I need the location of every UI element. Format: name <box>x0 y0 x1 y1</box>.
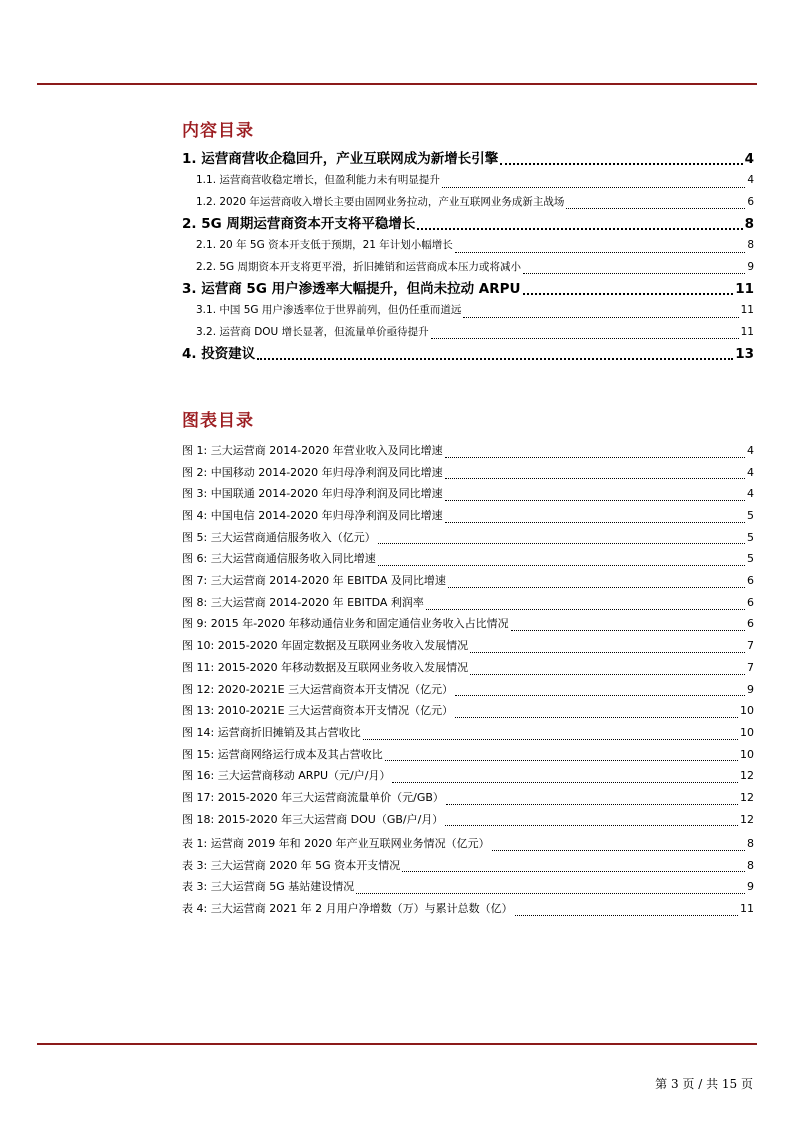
figure-entry-page: 7 <box>747 639 754 653</box>
figure-entry-label: 图 10: 2015-2020 年固定数据及互联网业务收入发展情况 <box>182 639 469 653</box>
figure-entry[interactable] <box>182 744 754 766</box>
figure-entry-label: 图 7: 三大运营商 2014-2020 年 EBITDA 及同比增速 <box>182 574 446 588</box>
figure-entry-page: 4 <box>747 487 754 501</box>
figure-entry[interactable] <box>182 527 754 549</box>
dot-leader <box>385 760 738 761</box>
figure-entry-label: 图 17: 2015-2020 年三大运营商流量单价（元/GB） <box>182 790 444 804</box>
figure-entry[interactable] <box>182 440 754 462</box>
figure-entry-page: 10 <box>740 747 754 761</box>
dot-leader <box>470 674 745 675</box>
toc-entry-label: 1.1. 运营商营收稳定增长，但盈利能力未有明显提升 <box>196 174 440 186</box>
figure-entry[interactable] <box>182 787 754 809</box>
figures-title: 图表目录 <box>182 411 254 431</box>
figure-entry-page: 5 <box>747 552 754 566</box>
toc-entry-page: 11 <box>740 325 754 338</box>
dot-leader <box>445 522 745 523</box>
table-entry-page: 9 <box>747 880 754 894</box>
dot-leader <box>463 317 738 318</box>
dot-leader <box>356 893 745 894</box>
figure-entry-label: 图 9: 2015 年-2020 年移动通信业务和固定通信业务收入占比情况 <box>182 617 509 631</box>
toc-entry[interactable] <box>182 322 754 344</box>
toc-entry[interactable] <box>182 278 754 300</box>
figure-entry-label: 图 6: 三大运营商通信服务收入同比增速 <box>182 552 376 566</box>
toc-entry-label: 1.2. 2020 年运营商收入增长主要由固网业务拉动，产业互联网业务成新主战场 <box>196 195 565 208</box>
dot-leader <box>431 338 739 339</box>
dot-leader <box>442 187 745 188</box>
toc-entry[interactable] <box>182 300 754 322</box>
toc-entry-page: 4 <box>747 174 754 186</box>
figure-entry-page: 4 <box>747 465 754 479</box>
dot-leader <box>402 871 745 872</box>
footer-rule <box>37 1043 757 1045</box>
toc-list <box>182 148 754 365</box>
figure-entry-label: 图 12: 2020-2021E 三大运营商资本开支情况（亿元） <box>182 682 454 696</box>
dot-leader <box>445 500 745 501</box>
figure-entry-label: 图 18: 2015-2020 年三大运营商 DOU（GB/户/月） <box>182 812 444 826</box>
figure-entry[interactable] <box>182 722 754 744</box>
figure-entry-label: 图 8: 三大运营商 2014-2020 年 EBITDA 利润率 <box>182 595 424 609</box>
dot-leader <box>363 739 738 740</box>
dot-leader <box>523 273 745 274</box>
toc-entry-label: 3.1. 中国 5G 用户渗透率位于世界前列，但仍任重而道远 <box>196 304 462 316</box>
figure-entry[interactable] <box>182 765 754 787</box>
toc-entry-label: 3. 运营商 5G 用户渗透率大幅提升，但尚未拉动 ARPU <box>182 281 521 297</box>
figure-entry-label: 图 15: 运营商网络运行成本及其占营收比 <box>182 747 383 761</box>
toc-entry-page: 4 <box>744 151 754 167</box>
dot-leader <box>378 565 745 566</box>
figure-entry-label: 图 5: 三大运营商通信服务收入（亿元） <box>182 530 376 544</box>
dot-leader <box>445 825 738 826</box>
figure-entry-label: 图 16: 三大运营商移动 ARPU（元/户/月） <box>182 769 391 783</box>
figure-entry[interactable] <box>182 483 754 505</box>
figure-entry-page: 10 <box>740 704 754 718</box>
toc-entry-label: 2.2. 5G 周期资本开支将更平滑，折旧摊销和运营商成本压力或将减小 <box>196 260 522 273</box>
table-entry-page: 11 <box>740 902 754 916</box>
toc-entry-page: 11 <box>740 304 754 316</box>
page-number: 第 3 页 / 共 15 页 <box>655 1077 753 1091</box>
toc-entry-label: 1. 运营商营收企稳回升，产业互联网成为新增长引擎 <box>182 151 499 167</box>
dot-leader <box>515 915 738 916</box>
table-entry-label: 表 3: 三大运营商 2020 年 5G 资本开支情况 <box>182 858 401 872</box>
toc-entry[interactable] <box>182 343 754 365</box>
dot-leader <box>566 208 745 209</box>
dot-leader <box>455 252 746 253</box>
toc-entry-page: 13 <box>735 346 754 362</box>
figure-entry-page: 12 <box>740 812 754 826</box>
table-entry-page: 8 <box>747 858 754 872</box>
table-entry-label: 表 1: 运营商 2019 年和 2020 年产业互联网业务情况（亿元） <box>182 836 490 850</box>
figure-entry-page: 12 <box>740 790 754 804</box>
toc-entry-label: 2.1. 20 年 5G 资本开支低于预期，21 年计划小幅增长 <box>196 239 453 251</box>
figure-entry[interactable] <box>182 809 754 831</box>
table-entry-label: 表 4: 三大运营商 2021 年 2 月用户净增数（万）与累计总数（亿） <box>182 902 513 916</box>
header-rule <box>37 83 757 85</box>
figure-entry-page: 7 <box>747 660 754 674</box>
dot-leader <box>455 695 745 696</box>
toc-entry-page: 9 <box>747 260 754 273</box>
dot-leader <box>492 850 745 851</box>
figure-entry-label: 图 2: 中国移动 2014-2020 年归母净利润及同比增速 <box>182 465 443 479</box>
table-entry-label: 表 3: 三大运营商 5G 基站建设情况 <box>182 880 355 894</box>
toc-entry-page: 6 <box>747 195 754 208</box>
toc-entry[interactable] <box>182 148 754 170</box>
figure-entry-page: 5 <box>747 509 754 523</box>
tables-list <box>182 833 754 920</box>
figure-entry[interactable] <box>182 635 754 657</box>
dot-leader <box>417 228 742 230</box>
toc-entry[interactable] <box>182 192 754 214</box>
figure-entry-label: 图 14: 运营商折旧摊销及其占营收比 <box>182 725 361 739</box>
table-entry-page: 8 <box>747 836 754 850</box>
dot-leader <box>448 587 745 588</box>
dot-leader <box>445 457 745 458</box>
toc-entry-page: 11 <box>735 281 754 297</box>
figure-entry-page: 6 <box>747 595 754 609</box>
dot-leader <box>500 163 742 165</box>
table-entry[interactable] <box>182 876 754 898</box>
toc-entry-label: 2. 5G 周期运营商资本开支将平稳增长 <box>182 216 416 232</box>
figure-entry-label: 图 1: 三大运营商 2014-2020 年营业收入及同比增速 <box>182 443 443 457</box>
figure-entry[interactable] <box>182 679 754 701</box>
figure-entry-page: 10 <box>740 725 754 739</box>
dot-leader <box>523 293 734 295</box>
toc-entry[interactable] <box>182 170 754 192</box>
figure-entry[interactable] <box>182 570 754 592</box>
figure-entry[interactable] <box>182 657 754 679</box>
figure-entry[interactable] <box>182 592 754 614</box>
figure-entry-label: 图 11: 2015-2020 年移动数据及互联网业务收入发展情况 <box>182 660 469 674</box>
figures-list <box>182 440 754 830</box>
figure-entry[interactable] <box>182 700 754 722</box>
dot-leader <box>257 358 733 360</box>
toc-entry-label: 4. 投资建议 <box>182 346 256 362</box>
table-entry[interactable] <box>182 833 754 855</box>
dot-leader <box>426 609 745 610</box>
toc-entry-page: 8 <box>747 239 754 251</box>
figure-entry[interactable] <box>182 505 754 527</box>
toc-title: 内容目录 <box>182 121 254 141</box>
figure-entry-page: 5 <box>747 530 754 544</box>
toc-entry[interactable] <box>182 257 754 279</box>
figure-entry-page: 6 <box>747 574 754 588</box>
toc-entry-label: 3.2. 运营商 DOU 增长显著，但流量单价亟待提升 <box>196 325 429 338</box>
dot-leader <box>446 804 738 805</box>
dot-leader <box>392 782 738 783</box>
figure-entry-page: 4 <box>747 443 754 457</box>
figure-entry-label: 图 3: 中国联通 2014-2020 年归母净利润及同比增速 <box>182 487 443 501</box>
figure-entry-label: 图 13: 2010-2021E 三大运营商资本开支情况（亿元） <box>182 704 454 718</box>
table-entry[interactable] <box>182 898 754 920</box>
dot-leader <box>470 652 745 653</box>
dot-leader <box>378 543 745 544</box>
table-entry[interactable] <box>182 855 754 877</box>
figure-entry-label: 图 4: 中国电信 2014-2020 年归母净利润及同比增速 <box>182 509 443 523</box>
figure-entry[interactable] <box>182 614 754 636</box>
toc-entry-page: 8 <box>744 216 754 232</box>
figure-entry-page: 12 <box>740 769 754 783</box>
dot-leader <box>455 717 738 718</box>
figure-entry-page: 9 <box>747 682 754 696</box>
figure-entry-page: 6 <box>747 617 754 631</box>
toc-entry[interactable] <box>182 235 754 257</box>
dot-leader <box>445 478 745 479</box>
dot-leader <box>511 630 745 631</box>
toc-entry[interactable] <box>182 213 754 235</box>
figure-entry[interactable] <box>182 462 754 484</box>
figure-entry[interactable] <box>182 548 754 570</box>
